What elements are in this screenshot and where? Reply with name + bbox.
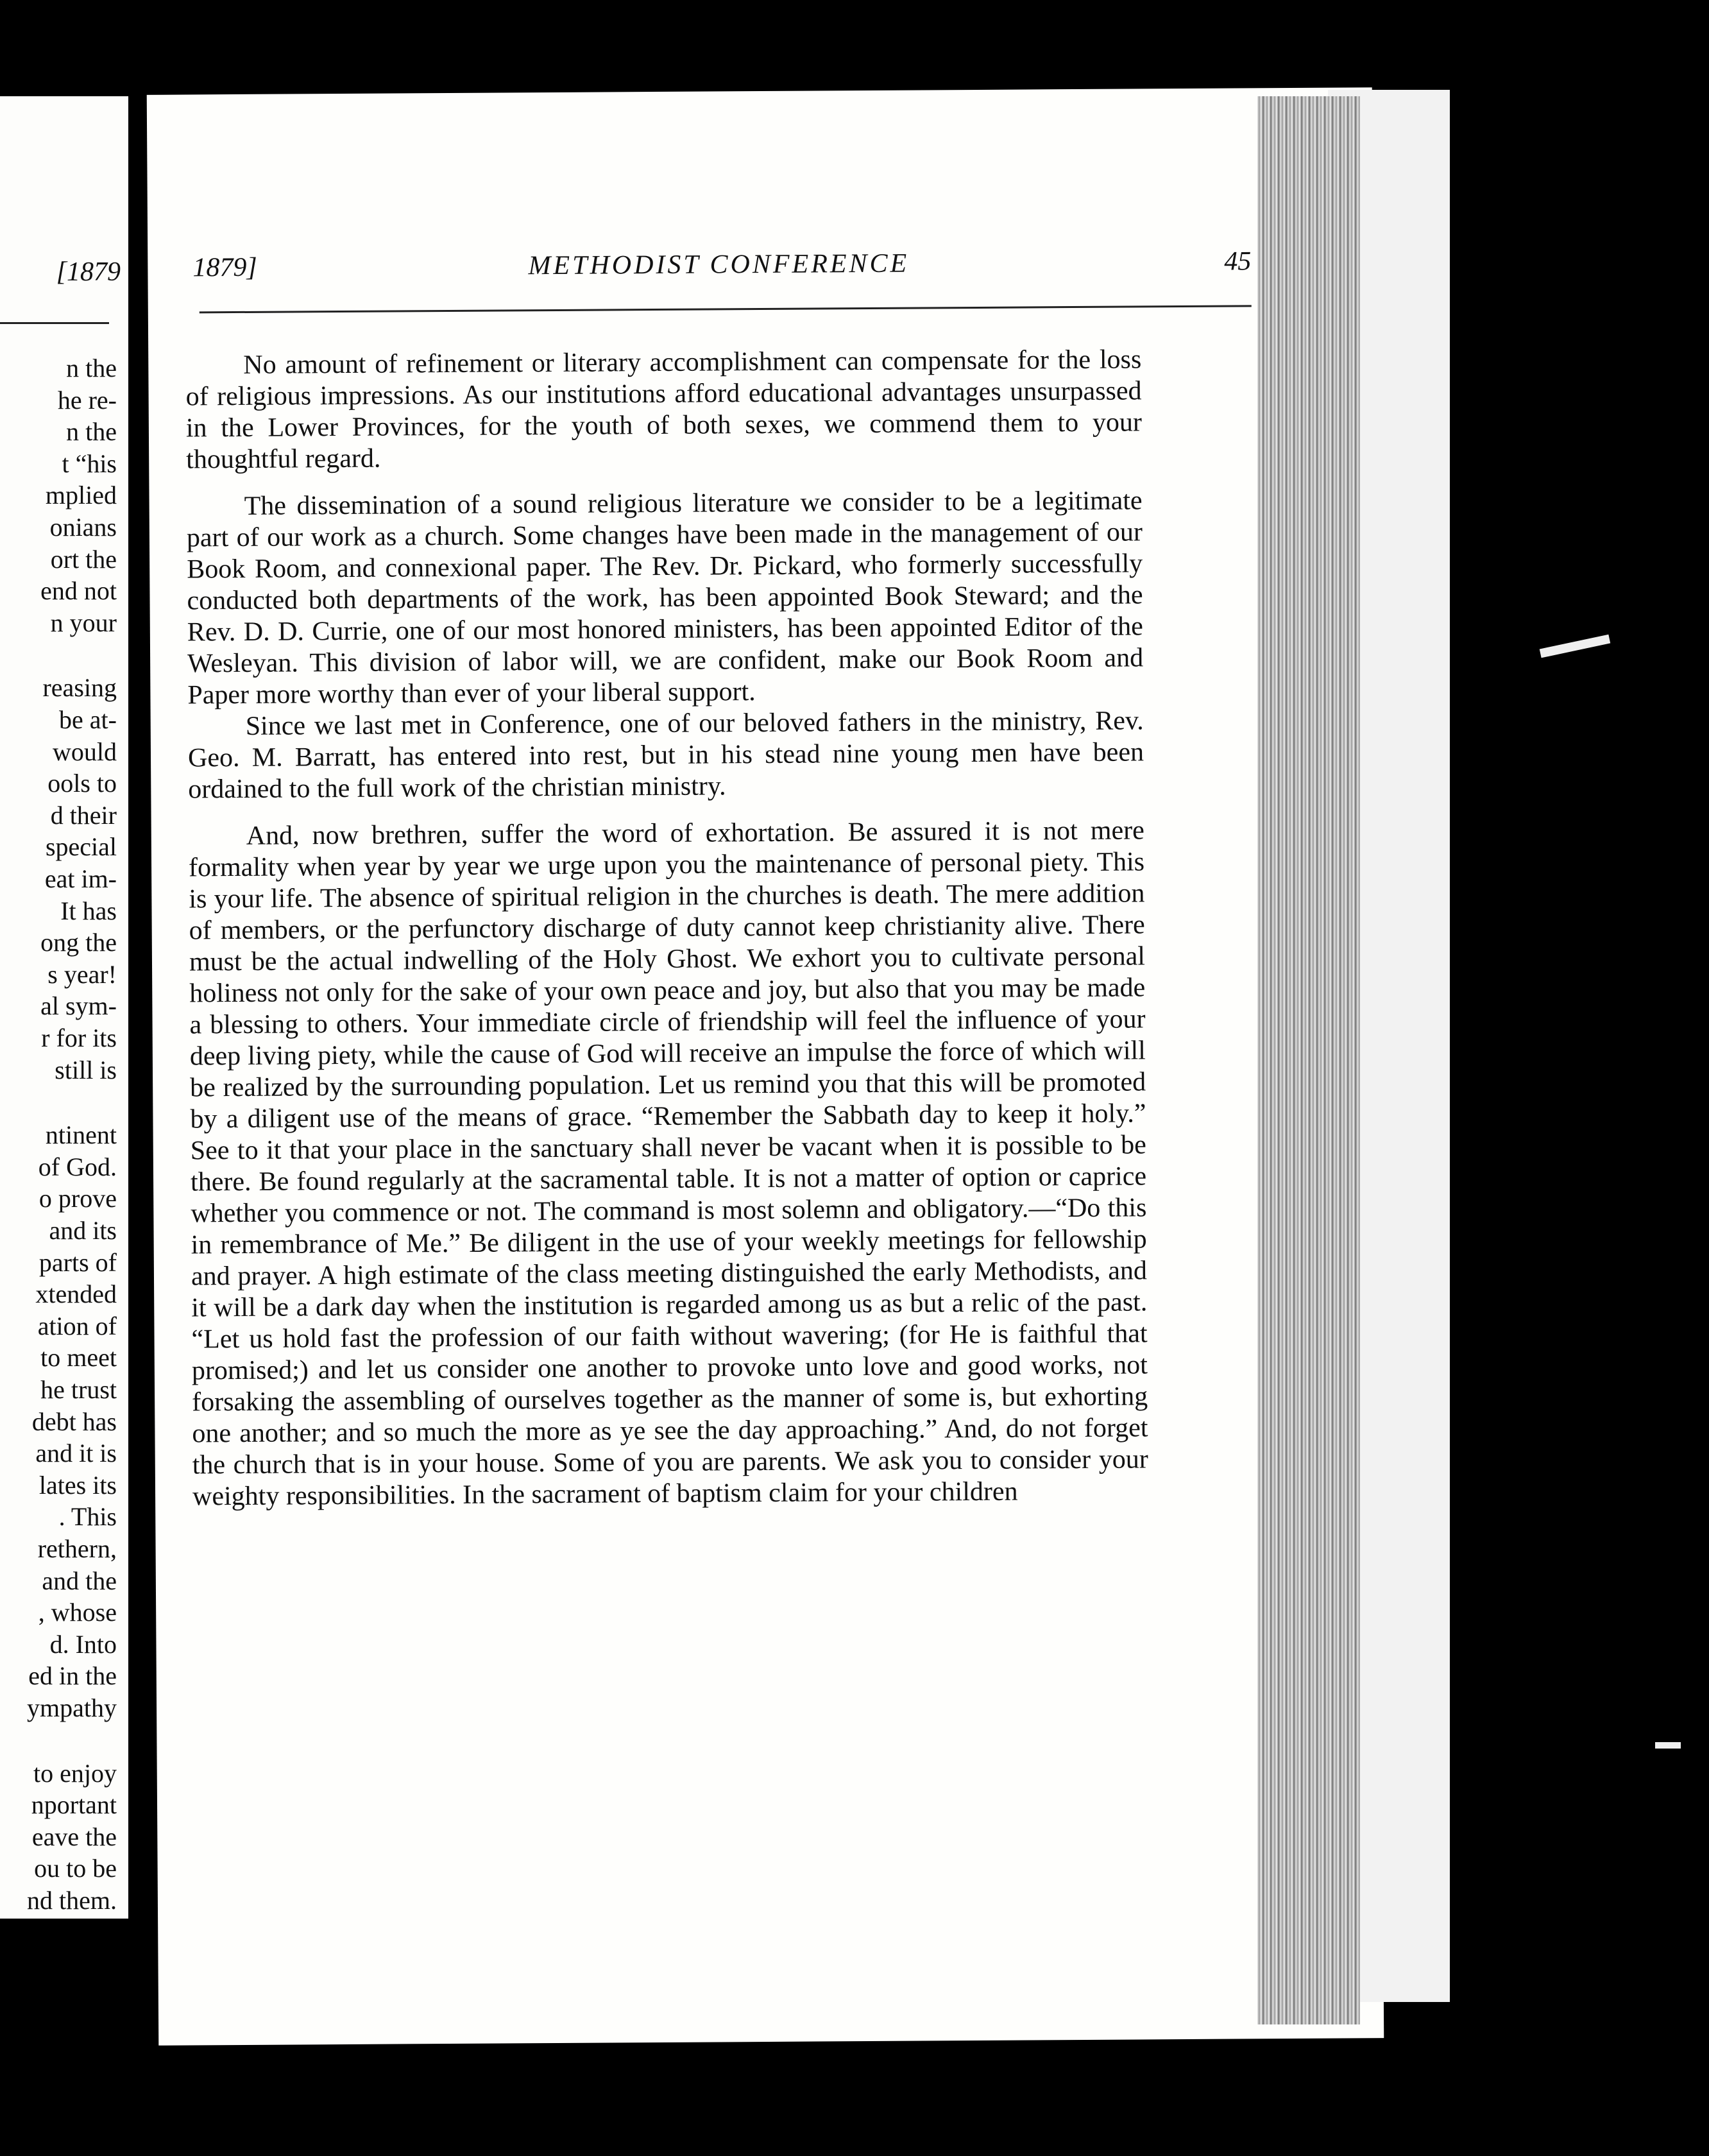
previous-page-line: n your xyxy=(50,608,117,637)
scan-artifact xyxy=(1655,1742,1681,1749)
previous-page-line: n the xyxy=(66,354,117,382)
previous-page-line: ort the xyxy=(50,544,117,574)
previous-page-line: parts of xyxy=(38,1247,117,1277)
header-year: 1879] xyxy=(192,252,257,283)
page-number: 45 xyxy=(1224,246,1252,277)
previous-page-line: and it is xyxy=(35,1439,117,1468)
paragraph-literature: The dissemination of a sound religious literature we consider to be a legitimate part of our work as a church. Some changes have been made in the management of our Book Room, and connexional paper. The Rev. Dr. Pickard, who formerly successfully conducted both departments of the work, has been appointed Book Steward; and the Rev. D. D. Currie, one of our most honored ministers, has been appointed Editor of the Wesleyan. This division of labor will, we are confident, make our Book Room and Paper more worthy than ever of your liberal support. xyxy=(186,486,1144,710)
previous-page-header: [1879 xyxy=(56,257,121,287)
previous-page-line: lates its xyxy=(38,1470,117,1500)
book-page-edges xyxy=(1257,96,1360,2024)
scan-artifact xyxy=(1540,635,1611,658)
running-header xyxy=(186,246,1251,291)
paragraph-education: No amount of refinement or literary accomplishment can compensate for the loss of religious impressions. As our institutions afford educational advantages unsurpassed in the Lower Provinces, for the youth of both sexes, we commend them to your thoughtful regard. xyxy=(185,345,1143,475)
previous-page-line: o prove xyxy=(38,1184,117,1213)
paragraph-exhortation: And, now brethren, suffer the word of exhortation. Be assured it is not mere formality when year by year we urge upon you the maintenance of personal piety. This is your life. The absence of spiritual religion in the churches is death. The mere addition of members, or the perfunctory discharge of duty cannot keep christianity alive. There must be the actual indwelling of the Holy Ghost. We exhort you to cultivate personal holiness not only for the sake of your own peace and joy, but also that you may be made a blessing to others. Your immediate circle of friendship will feel the influence of your deep living piety, while the cause of God will receive an impulse the force of which will be realized by the surrounding population. Let us remind you that this will be promoted by a diligent use of the means of grace. “Remember the Sabbath day to keep it holy.” See to it that your place in the sanctuary shall never be vacant when it is possible to be there. Be found regularly at the sacramental table. It is not a matter of option or caprice whether you commence or not. The command is most solemn and obligatory.—“Do this in remembrance of Me.” Be diligent in the use of your weekly meetings for fellowship and prayer. A high estimate of the class meeting distinguished the early Methodists, and it will be a dark day when the institution is regarded among us as but a relic of the past. “Let us hold fast the profession of our faith without wavering; (for He is faithful that promised;) and let us consider one another to provoke unto love and good works, not forsaking the assembling of ourselves together as the manner of some is, but exhorting one another; and so much the more as ye see the day approaching.” And, do not forget the church that is in your house. Some of you are parents. We ask you to consider your weighty responsibilities. In the sacrament of baptism claim for your children xyxy=(188,816,1148,1512)
previous-page-line: . This xyxy=(58,1502,117,1532)
previous-page-line: end not xyxy=(40,576,117,606)
header-title: METHODIST CONFERENCE xyxy=(528,248,910,281)
previous-page-line: he trust xyxy=(40,1375,117,1404)
previous-page-rule xyxy=(0,322,109,324)
previous-page-line: still is xyxy=(55,1055,117,1084)
previous-page-line: r for its xyxy=(41,1023,117,1052)
previous-page-line: It has xyxy=(60,896,117,925)
previous-page-line: special xyxy=(45,832,117,862)
previous-page-line: reasing xyxy=(42,673,117,703)
previous-page-line: xtended xyxy=(35,1279,117,1309)
book-page xyxy=(147,87,1384,2046)
previous-page-line: onians xyxy=(49,513,117,542)
previous-page-line: nportant xyxy=(31,1790,117,1820)
previous-page-line: to meet xyxy=(40,1343,117,1373)
previous-page-line: be at- xyxy=(59,705,117,734)
previous-page-line: nd them. xyxy=(27,1886,117,1915)
previous-page-line: al sym- xyxy=(40,991,117,1021)
previous-page-line: ed in the xyxy=(28,1661,117,1691)
previous-page-line: eat im- xyxy=(44,864,117,893)
previous-page-fragment xyxy=(0,96,128,1919)
paragraph-ministry: Since we last met in Conference, one of our beloved fathers in the ministry, Rev. Geo. M. Barratt, has entered into rest, but in his stead nine young men have been ordained to the full work of the christian ministry. xyxy=(187,706,1144,805)
previous-page-line: t “his xyxy=(62,449,117,478)
previous-page-line: eave the xyxy=(31,1822,117,1851)
previous-page-line: n the xyxy=(66,417,117,447)
previous-page-line: ools to xyxy=(47,769,117,798)
previous-page-line: rethern, xyxy=(37,1534,117,1563)
previous-page-line: and the xyxy=(42,1566,117,1595)
previous-page-line: and its xyxy=(49,1216,117,1245)
previous-page-line: mplied xyxy=(45,481,117,510)
previous-page-line: ympathy xyxy=(27,1693,117,1722)
previous-page-line: d their xyxy=(50,800,117,830)
previous-page-line: ou to be xyxy=(34,1854,117,1883)
previous-page-line: , whose xyxy=(38,1598,117,1627)
previous-page-line: d. Into xyxy=(49,1629,117,1659)
previous-page-line: ong the xyxy=(40,928,117,957)
previous-page-line: of God. xyxy=(38,1152,117,1181)
body-text xyxy=(185,344,1148,1512)
header-rule xyxy=(200,305,1252,313)
previous-page-line: s year! xyxy=(47,959,117,989)
previous-page-line: would xyxy=(53,737,117,766)
previous-page-line: to enjoy xyxy=(33,1758,117,1788)
previous-page-line: ntinent xyxy=(45,1120,117,1150)
previous-page-line: he re- xyxy=(57,385,117,415)
previous-page-line: debt has xyxy=(31,1407,117,1436)
previous-page-line: ation of xyxy=(37,1311,117,1340)
